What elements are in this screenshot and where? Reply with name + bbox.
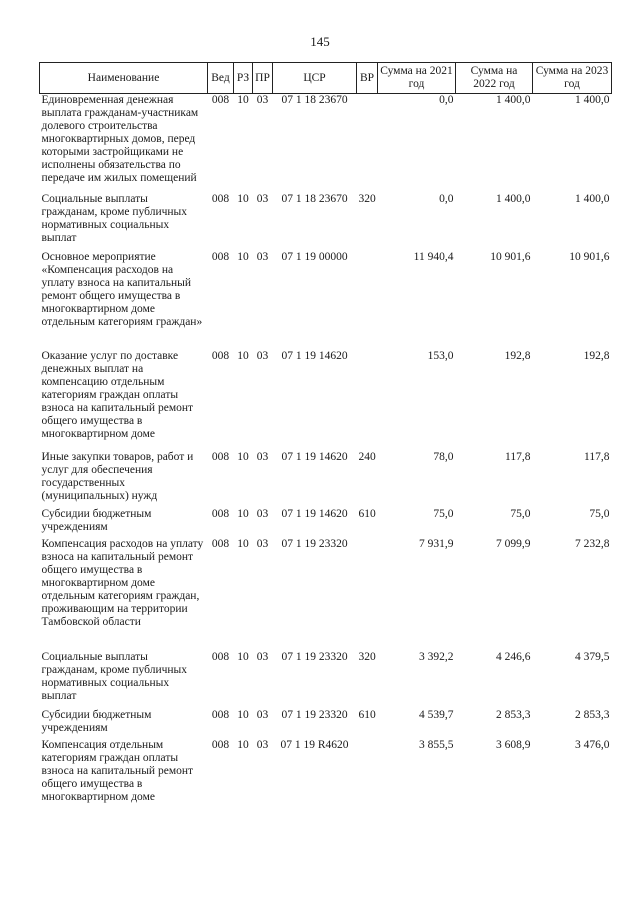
header-name: Наименование [40, 63, 208, 94]
row-sum-2021: 78,0 [433, 451, 454, 463]
row-rz: 10 [237, 193, 249, 205]
row-csr: 07 1 19 23320 [281, 538, 348, 550]
budget-table [39, 62, 612, 809]
row-vr [357, 739, 378, 809]
row-pr: 03 [256, 538, 269, 550]
row-vr: 610 [358, 508, 376, 520]
header-pr: ПР [253, 63, 273, 94]
row-ved: 008 [211, 739, 230, 751]
row-sum-2021: 4 539,7 [419, 709, 454, 721]
row-sum-2021: 11 940,4 [413, 251, 454, 263]
row-pr: 03 [256, 451, 269, 463]
row-name: Оказание услуг по доставке денежных выплат на компенсацию отдельным категориям граждан оплаты взноса на капитальный ремонт общего имущества в многоквартирном доме [41, 350, 194, 440]
row-name: Социальные выплаты гражданам, кроме публичных нормативных социальных выплат [41, 651, 188, 702]
row-name: Субсидии бюджетным учреждениям [41, 508, 152, 533]
row-sum-2022: 192,8 [504, 350, 531, 362]
row-ved: 008 [211, 538, 230, 550]
row-sum-2022: 117,8 [505, 451, 531, 463]
row-name: Субсидии бюджетным учреждениям [41, 709, 152, 734]
row-vr: 240 [358, 451, 376, 463]
table-row [40, 651, 612, 709]
row-pr: 03 [256, 251, 269, 263]
row-sum-2021: 7 931,9 [419, 538, 454, 550]
row-pr: 03 [256, 193, 269, 205]
row-sum-2023: 117,8 [584, 451, 610, 463]
row-name: Компенсация расходов на уплату взноса на капитальный ремонт общего имущества в многоквартирном доме отдельным категориям граждан, проживающим на территории Тамбовской области [41, 538, 204, 628]
row-csr: 07 1 18 23670 [281, 193, 348, 205]
page-number: 145 [310, 34, 330, 49]
row-vr: 320 [358, 651, 376, 663]
row-rz: 10 [237, 94, 249, 106]
row-sum-2023: 7 232,8 [575, 538, 610, 550]
row-csr: 07 1 19 00000 [281, 251, 348, 263]
row-rz: 10 [237, 350, 249, 362]
row-vr [357, 251, 378, 350]
row-sum-2021: 153,0 [427, 350, 454, 362]
row-pr: 03 [256, 739, 269, 751]
row-csr: 07 1 18 23670 [281, 94, 348, 106]
row-sum-2022: 7 099,9 [496, 538, 531, 550]
row-sum-2022: 4 246,6 [496, 651, 531, 663]
row-pr: 03 [256, 651, 269, 663]
header-ved: Вед [208, 63, 234, 94]
row-sum-2022: 10 901,6 [490, 251, 531, 263]
row-csr: 07 1 19 23320 [281, 651, 348, 663]
table-row [40, 94, 612, 194]
row-sum-2023: 10 901,6 [569, 251, 610, 263]
row-rz: 10 [237, 451, 249, 463]
row-sum-2021: 0,0 [439, 94, 454, 106]
row-sum-2023: 2 853,3 [575, 709, 610, 721]
row-sum-2021: 75,0 [433, 508, 454, 520]
row-ved: 008 [211, 651, 230, 663]
row-vr [357, 94, 378, 194]
row-rz: 10 [237, 538, 249, 550]
row-sum-2022: 1 400,0 [496, 193, 531, 205]
table-row [40, 709, 612, 739]
row-rz: 10 [237, 508, 249, 520]
header-rz: РЗ [234, 63, 253, 94]
row-sum-2023: 1 400,0 [575, 193, 610, 205]
row-csr: 07 1 19 R4620 [280, 739, 349, 751]
row-rz: 10 [237, 651, 249, 663]
row-ved: 008 [211, 709, 230, 721]
row-vr [357, 538, 378, 651]
row-sum-2023: 75,0 [589, 508, 610, 520]
row-rz: 10 [237, 251, 249, 263]
row-sum-2023: 4 379,5 [575, 651, 610, 663]
row-pr: 03 [256, 709, 269, 721]
header-vr: ВР [357, 63, 378, 94]
row-sum-2022: 2 853,3 [496, 709, 531, 721]
row-sum-2022: 75,0 [510, 508, 531, 520]
header-sum-2023: Сумма на 2023 год [533, 63, 612, 94]
table-row [40, 739, 612, 809]
row-ved: 008 [211, 508, 230, 520]
row-sum-2022: 3 608,9 [496, 739, 531, 751]
table-row [40, 451, 612, 508]
row-vr: 320 [358, 193, 376, 205]
row-name: Единовременная денежная выплата гражданам-участникам долевого строительства многоквартирных домов, перед которыми застройщиками не исполнены обязательства по передаче им жилых помещений [41, 94, 199, 184]
row-rz: 10 [237, 739, 249, 751]
row-sum-2021: 3 392,2 [419, 651, 454, 663]
row-name: Социальные выплаты гражданам, кроме публичных нормативных социальных выплат [41, 193, 188, 244]
row-pr: 03 [256, 508, 269, 520]
row-ved: 008 [211, 350, 230, 362]
table-row [40, 538, 612, 651]
header-csr: ЦСР [273, 63, 357, 94]
row-csr: 07 1 19 23320 [281, 709, 348, 721]
header-sum-2022: Сумма на 2022 год [456, 63, 533, 94]
table-row [40, 508, 612, 538]
row-csr: 07 1 19 14620 [281, 350, 348, 362]
row-sum-2021: 0,0 [439, 193, 454, 205]
header-sum-2021: Сумма на 2021 год [378, 63, 456, 94]
row-ved: 008 [211, 94, 230, 106]
row-csr: 07 1 19 14620 [281, 451, 348, 463]
row-sum-2021: 3 855,5 [419, 739, 454, 751]
row-vr [357, 350, 378, 451]
row-sum-2022: 1 400,0 [496, 94, 531, 106]
row-pr: 03 [256, 94, 269, 106]
row-ved: 008 [211, 193, 230, 205]
row-name: Компенсация отдельным категориям граждан оплаты взноса на капитальный ремонт общего имущества в многоквартирном доме [41, 739, 194, 803]
table-header-row [40, 63, 612, 94]
row-ved: 008 [211, 451, 230, 463]
table-row [40, 350, 612, 451]
table-row [40, 251, 612, 350]
row-sum-2023: 1 400,0 [575, 94, 610, 106]
row-csr: 07 1 19 14620 [281, 508, 348, 520]
row-name: Иные закупки товаров, работ и услуг для обеспечения государственных (муниципальных) нужд [41, 451, 194, 502]
row-sum-2023: 192,8 [583, 350, 610, 362]
table-row [40, 193, 612, 251]
row-name: Основное мероприятие «Компенсация расходов на уплату взноса на капитальный ремонт общего имущества в многоквартирном доме отдельным категориям граждан» [41, 251, 203, 328]
row-ved: 008 [211, 251, 230, 263]
row-rz: 10 [237, 709, 249, 721]
row-pr: 03 [256, 350, 269, 362]
row-sum-2023: 3 476,0 [575, 739, 610, 751]
row-vr: 610 [358, 709, 376, 721]
